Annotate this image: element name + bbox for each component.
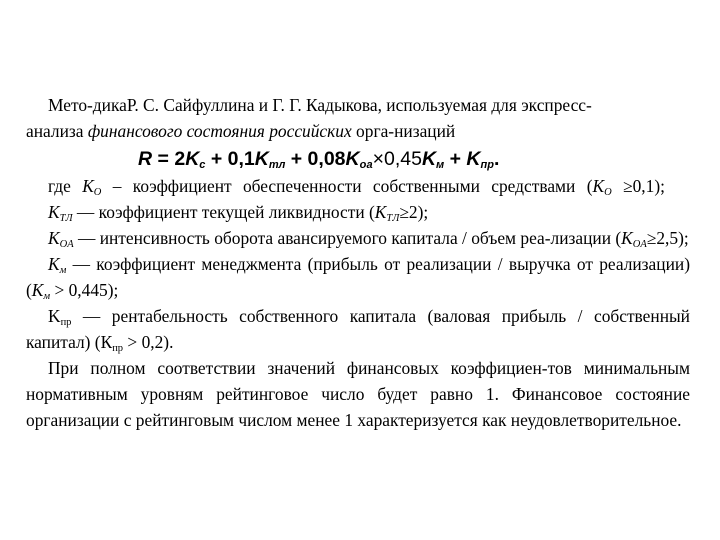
conclusion-paragraph: При полном соответствии значений финансовых коэффициен-тов минимальным нормативным уровням рейтинговое число будет равно 1. Финансовое состояние организации с рейтинговым числом менее 1 характеризуется как неудовлетворительное.: [26, 358, 690, 430]
def-km-text: — коэффициент менеджмента (прибыль от реализации / выручка от реализации) (: [26, 254, 690, 300]
def-kpr: [26, 303, 690, 355]
def-ktl-sub2: ТЛ: [386, 213, 400, 224]
def-kpr-sub2: пр: [112, 343, 124, 354]
formula-s2: тл: [268, 159, 286, 171]
def-km-symbol: K: [48, 254, 60, 274]
def-km-sub2: м: [43, 291, 51, 302]
formula-lhs: R: [138, 148, 153, 170]
def-kpr-symbol: K: [48, 306, 61, 326]
def-koa-symbol: K: [48, 228, 60, 248]
def-koa-end: ≥2,5);: [646, 228, 689, 248]
def-km-end: > 0,445);: [50, 280, 119, 300]
def-koa-symbol2: K: [621, 228, 633, 248]
def-koa-sub: OA: [59, 239, 74, 250]
formula-s1: c: [199, 159, 206, 171]
formula-k5: K: [466, 148, 481, 170]
def-ktl-sub: ТЛ: [59, 213, 73, 224]
formula-k4: K: [421, 148, 437, 170]
def-km: [26, 251, 690, 303]
formula-eq: =: [152, 148, 175, 170]
intro-line2-italic: финансового состояния российских: [87, 121, 352, 141]
formula-dot: .: [493, 148, 500, 170]
formula-k2: K: [254, 148, 269, 170]
formula-plus1: + 0,1: [205, 148, 255, 170]
def-koa-text: — интенсивность оборота авансируемого капитала / объем реа-лизации (: [73, 228, 622, 248]
def-ko-sub: O: [93, 187, 102, 198]
def-km-sub: м: [59, 265, 67, 276]
rating-formula: [138, 146, 690, 172]
def-kpr-text: — рентабельность собственного капитала (валовая прибыль / собственный капитал) (К: [26, 306, 690, 352]
formula-s4: м: [436, 159, 445, 171]
def-koa: [26, 225, 690, 251]
formula-k1: K: [185, 148, 200, 170]
intro-line2-end: орга-низаций: [351, 121, 456, 141]
intro-line2-start: анализа: [26, 121, 88, 141]
def-ko-symbol: K: [82, 176, 94, 196]
def-ko-sub2: O: [604, 187, 612, 198]
def-ko-text: – коэффициент обеспеченности собственными средствами (: [101, 176, 593, 196]
def-ko: [26, 173, 690, 199]
formula-plus3: +: [444, 148, 467, 170]
def-ktl: [26, 199, 690, 225]
text-block: [26, 92, 690, 433]
intro-line1: Мето-дикаР. С. Сайфуллина и Г. Г. Кадыкова, используемая для экспресс-: [48, 95, 592, 115]
formula-s3: оа: [359, 159, 373, 171]
formula-k3: K: [345, 148, 360, 170]
def-ktl-text: — коэффициент текущей ликвидности (: [72, 202, 375, 222]
def-ktl-symbol2: K: [374, 202, 387, 222]
intro-paragraph: [26, 92, 690, 144]
formula-plus2: + 0,08: [285, 148, 346, 170]
def-ko-symbol2: K: [592, 176, 605, 196]
def-ko-end: ≥0,1);: [611, 176, 665, 196]
def-ko-prefix: где: [48, 176, 83, 196]
def-ktl-symbol: K: [48, 202, 60, 222]
formula-s5: пр: [480, 159, 494, 171]
def-kpr-sub: пр: [60, 317, 72, 328]
def-km-symbol2: K: [31, 280, 44, 300]
def-koa-sub2: OA: [632, 239, 647, 250]
def-ktl-end: ≥2);: [399, 202, 429, 222]
def-kpr-end: > 0,2).: [123, 332, 174, 352]
formula-c1: 2: [174, 148, 186, 170]
formula-times: ×0,45: [372, 148, 422, 170]
